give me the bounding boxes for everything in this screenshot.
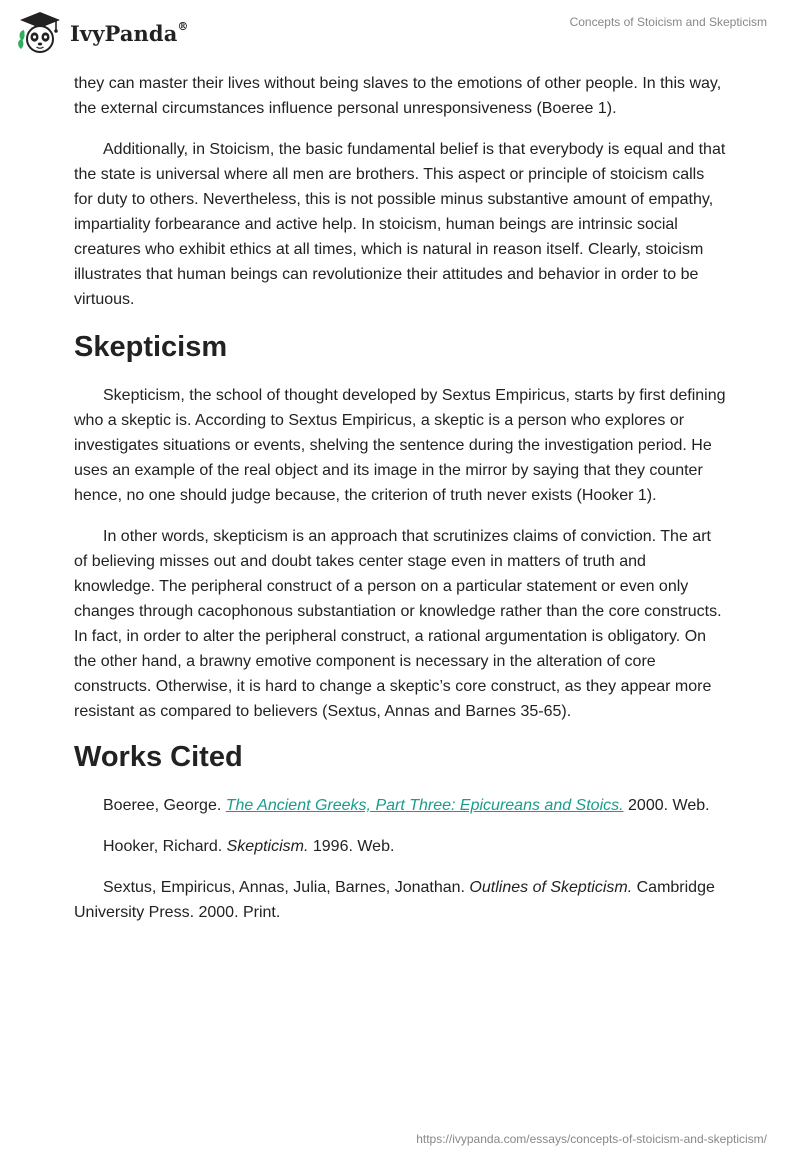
heading-works-cited: Works Cited — [74, 741, 243, 773]
logo-wordmark: IvyPanda® — [70, 19, 189, 46]
citation-tail: 1996. Web. — [312, 838, 395, 855]
paragraph-text: Skepticism, the school of thought developed by Sextus Empiricus, starts by first defining who a skeptic is. According to Sextus Empiricus, a skeptic is a person who explores or investigates situations or events, shelving the sentence during the investigation period. He uses an example of the real object and its image in the mirror by saying that they counter hence, no one should judge because, the criterion of truth never exists (Hooker 1). — [74, 387, 726, 504]
essay-content — [74, 71, 726, 925]
citation-author: Hooker, Richard. — [103, 838, 223, 855]
citation-title: Skepticism. — [226, 838, 309, 855]
panda-graduate-icon — [16, 9, 64, 57]
citation-author: Boeree, George. — [103, 797, 222, 814]
paragraph-continuation — [74, 71, 726, 121]
paragraph-skepticism-approach — [74, 524, 726, 724]
ivypanda-logo[interactable] — [16, 9, 189, 57]
heading-skepticism: Skepticism — [74, 331, 228, 363]
citation-hooker — [74, 834, 726, 859]
paragraph-text: In other words, skepticism is an approach that scrutinizes claims of conviction. The art of believing misses out and doubt takes center stage even in matters of truth and knowledge. The peripheral construct of a person on a particular statement or even only changes through cacophonous substantiation or knowledge rather than the core constructs. In fact, in order to alter the peripheral construct, a rational argumentation is obligatory. On the other hand, a brawny emotive component is necessary in the alteration of core constructs. Otherwise, it is hard to change a skeptic’s core construct, as they appear more resistant as compared to believers (Sextus, Annas and Barnes 35-65). — [74, 528, 722, 720]
paragraph-text: Additionally, in Stoicism, the basic fundamental belief is that everybody is equal and that the state is universal where all men are brothers. This aspect or principle of stoicism calls for duty to others. Nevertheless, this is not possible minus substantive amount of empathy, impartiality forbearance and active help. In stoicism, human beings are intrinsic social creatures who exhibit ethics at all times, which is natural in reason itself. Clearly, stoicism illustrates that human beings can revolutionize their attitudes and behavior in order to be virtuous. — [74, 141, 726, 308]
citation-title: Outlines of Skepticism. — [469, 879, 633, 896]
paragraph-skepticism-definition — [74, 383, 726, 508]
citation-tail: 2000. Web. — [628, 797, 710, 814]
document-title: Concepts of Stoicism and Skepticism — [569, 15, 767, 29]
citation-tail: Cambridge University Press. 2000. Print. — [74, 879, 715, 921]
paragraph-stoicism-beliefs — [74, 137, 726, 312]
citation-sextus — [74, 875, 726, 925]
footer-source-url: https://ivypanda.com/essays/concepts-of-stoicism-and-skepticism/ — [416, 1132, 767, 1146]
paragraph-text: they can master their lives without being slaves to the emotions of other people. In this way, the external circumstances influence personal unresponsiveness (Boeree 1). — [74, 75, 722, 117]
citation-author: Sextus, Empiricus, Annas, Julia, Barnes, Jonathan. — [103, 879, 465, 896]
citation-boeree — [74, 793, 726, 818]
citation-link-ancient-greeks[interactable]: The Ancient Greeks, Part Three: Epicureans and Stoics. — [225, 797, 624, 814]
page-header — [0, 0, 800, 64]
